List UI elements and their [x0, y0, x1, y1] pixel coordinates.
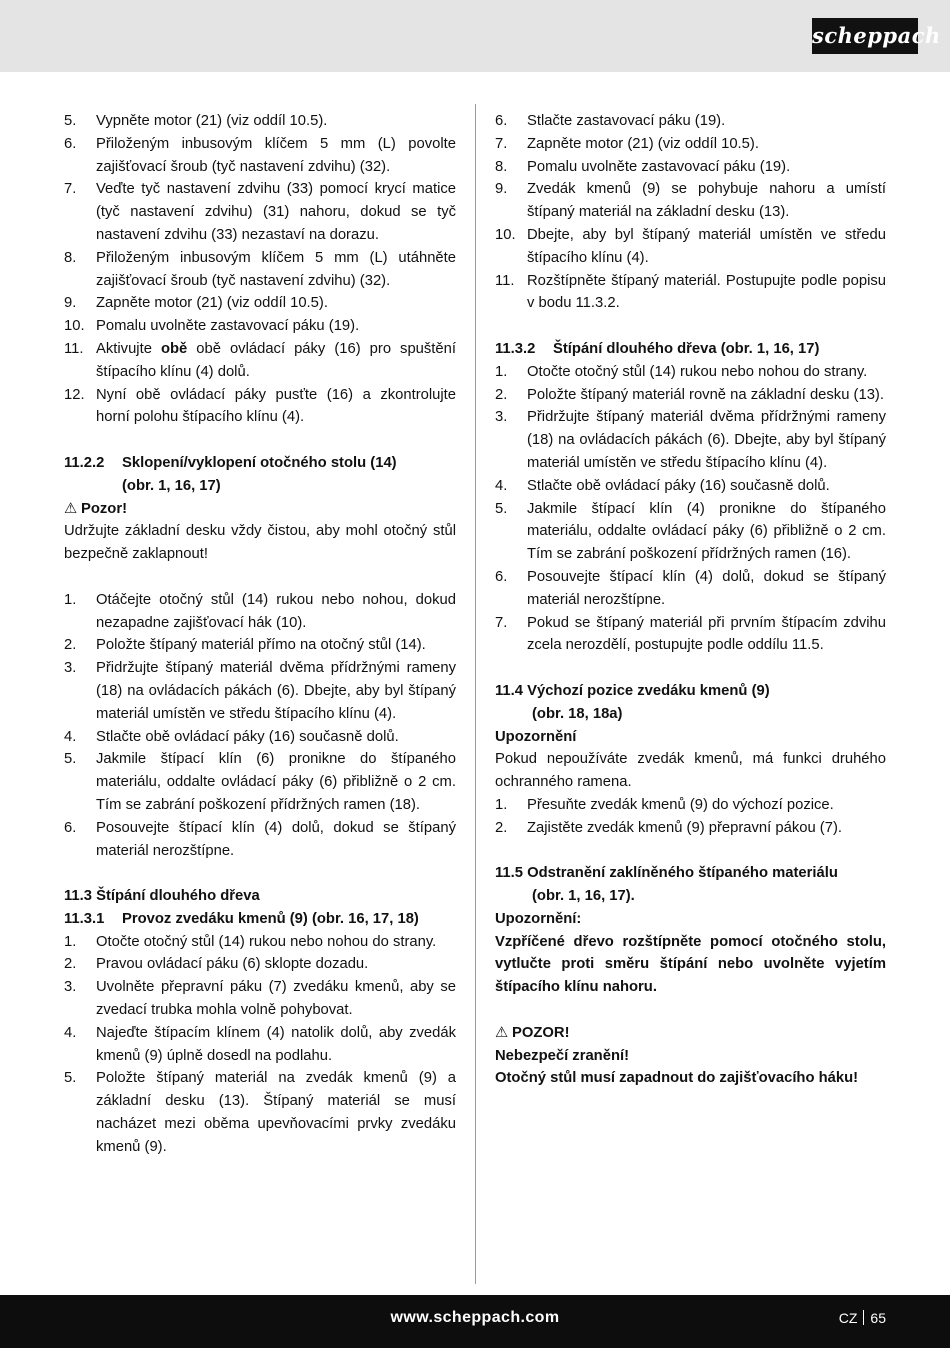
item-text: Položte štípaný materiál rovně na základní desku (13). [527, 386, 884, 403]
item-text: Otáčejte otočný stůl (14) rukou nebo nohou, dokud nezapadne zajišťovací hák (10). [96, 591, 456, 631]
item-text: Zapněte motor (21) (viz oddíl 10.5). [527, 135, 759, 152]
left-column [64, 110, 456, 1159]
item-text: Otočte otočný stůl (14) rukou nebo nohou do strany. [527, 363, 868, 380]
item-number: 6. [495, 568, 508, 585]
item-number: 3. [495, 409, 508, 426]
list-item [64, 178, 456, 246]
item-text: Stlačte zastavovací páku (19). [527, 113, 726, 129]
item-number: 9. [64, 295, 77, 312]
list-item [64, 1022, 456, 1068]
warning-triangle-icon: ⚠ [64, 500, 78, 517]
left-steps-2 [64, 589, 456, 863]
item-number: 1. [495, 796, 508, 813]
header-band [0, 0, 950, 72]
item-number: 1. [64, 591, 77, 608]
item-text: Nyní obě ovládací páky pusťte (16) a zkontrolujte horní polohu štípacího klínu (4). [96, 386, 456, 426]
list-item [64, 315, 456, 338]
section-heading-11-4: 11.4 Výchozí pozice zvedáku kmenů (9) [495, 682, 770, 699]
item-number: 6. [64, 819, 77, 836]
item-number: 6. [64, 135, 77, 152]
list-item [64, 1067, 456, 1158]
section-heading-11-3-1: 11.3.1 Provoz zvedáku kmenů (9) (obr. 16, 17, 18) [64, 910, 419, 927]
list-item [495, 178, 886, 224]
item-number: 8. [495, 158, 508, 175]
item-text: Pokud se štípaný materiál při prvním štípacím zdvihu zcela nerozdělí, postupujte podle oddílu 11.5. [527, 614, 886, 654]
warning-label: ⚠ POZOR! [495, 1022, 886, 1045]
note-text: Pokud nepoužíváte zvedák kmenů, má funkci druhého ochranného ramena. [495, 751, 886, 791]
list-item [64, 110, 456, 133]
item-number: 2. [64, 956, 77, 973]
right-steps-2 [495, 361, 886, 657]
item-text: Posouvejte štípací klín (4) dolů, dokud se štípaný materiál nerozštípne. [96, 819, 456, 859]
item-number: 11. [495, 272, 515, 289]
item-number: 2. [64, 637, 77, 654]
list-item [495, 498, 886, 566]
item-text: Zajistěte zvedák kmenů (9) přepravní pákou (7). [527, 819, 842, 836]
item-text: Uvolněte přepravní páku (7) zvedáku kmenů, aby se zvedací trubka mohla volně pohybovat. [96, 979, 456, 1019]
column-divider [475, 104, 476, 1284]
item-number: 8. [64, 249, 77, 266]
item-text: Jakmile štípací klín (6) pronikne do štípaného materiálu, oddalte ovládací páky (6) přibližně o 2 cm. Tím se zabrání poškození přídržných ramen (18). [96, 751, 456, 813]
list-item [64, 931, 456, 954]
item-number: 7. [64, 181, 77, 198]
item-number: 2. [495, 819, 508, 836]
item-text: Stlačte obě ovládací páky (16) současně dolů. [96, 728, 399, 745]
item-text: Zvedák kmenů (9) se pohybuje nahoru a umístí štípaný materiál na základní desku (13). [527, 181, 886, 221]
list-item [64, 748, 456, 816]
item-number: 10. [64, 318, 85, 335]
warning-triangle-icon: ⚠ [495, 1024, 509, 1041]
note-label: Upozornění: [495, 910, 582, 927]
warning-line: Otočný stůl musí zapadnout do zajišťovacího háku! [495, 1070, 859, 1087]
item-number: 1. [64, 933, 77, 950]
section-heading-11-2-2: 11.2.2 Sklopení/vyklopení otočného stolu (14) [64, 454, 397, 471]
list-item [64, 953, 456, 976]
note-text: Vzpříčené dřevo rozštípněte pomocí otočného stolu, vytlučte proti směru štípání nebo uvolněte vyjetím štípacího klínu nahoru. [495, 933, 886, 996]
item-text: Přidržujte štípaný materiál dvěma přídržnými rameny (18) na ovládacích pákách (6). Dbejte, aby byl štípaný materiál umístěn ve středu štípacího klínu (4). [96, 660, 456, 722]
item-number: 5. [495, 500, 508, 517]
item-number: 6. [495, 113, 508, 129]
item-number: 7. [495, 135, 508, 152]
item-text: Přesuňte zvedák kmenů (9) do výchozí pozice. [527, 796, 834, 813]
item-text: Přiloženým inbusovým klíčem 5 mm (L) utáhněte zajišťovací šroub (tyč nastavení zdvihu) (32). [96, 249, 456, 289]
item-number: 5. [64, 1070, 77, 1087]
item-number: 4. [64, 1024, 77, 1041]
warning-line: Nebezpečí zranění! [495, 1047, 630, 1064]
warning-text: Udržujte základní desku vždy čistou, aby mohl otočný stůl bezpečně zaklapnout! [64, 523, 456, 563]
list-item [64, 338, 456, 384]
item-number: 2. [495, 386, 508, 403]
list-item [64, 589, 456, 635]
right-steps-3 [495, 794, 886, 840]
item-text: Rozštípněte štípaný materiál. Postupujte podle popisu v bodu 11.3.2. [527, 272, 886, 312]
item-text: Vypněte motor (21) (viz oddíl 10.5). [96, 113, 328, 129]
section-heading-11-3-2: 11.3.2 Štípání dlouhého dřeva (obr. 1, 16, 17) [495, 340, 820, 357]
item-text: Aktivujte obě obě ovládací páky (16) pro spuštění štípacího klínu (4) dolů. [96, 340, 456, 380]
item-number: 9. [495, 181, 508, 198]
item-text: Přidržujte štípaný materiál dvěma přídržnými rameny (18) na ovládacích pákách (6). Dbejte, aby byl štípaný materiál umístěn ve středu štípacího klínu (4). [527, 409, 886, 471]
item-text: Položte štípaný materiál přímo na otočný stůl (14). [96, 637, 426, 654]
list-item [495, 224, 886, 270]
list-item [64, 247, 456, 293]
item-number: 5. [64, 751, 77, 768]
footer-page-number: CZ 65 [838, 1310, 886, 1326]
list-item [495, 270, 886, 316]
item-number: 4. [495, 477, 508, 494]
right-steps-1 [495, 110, 886, 315]
list-item [64, 817, 456, 863]
list-item [495, 475, 886, 498]
item-text: Najeďte štípacím klínem (4) natolik dolů, aby zvedák kmenů (9) úplně dosedl na podlahu. [96, 1024, 456, 1064]
list-item [64, 634, 456, 657]
item-text: Stlačte obě ovládací páky (16) současně dolů. [527, 477, 830, 494]
list-item [495, 384, 886, 407]
item-number: 1. [495, 363, 508, 380]
left-steps-1 [64, 110, 456, 338]
list-item [64, 726, 456, 749]
item-number: 10. [495, 226, 516, 243]
item-number: 11. [64, 340, 84, 357]
item-text: Pravou ovládací páku (6) sklopte dozadu. [96, 956, 369, 973]
item-number: 3. [64, 979, 77, 996]
warning-label: ⚠ Pozor! [64, 498, 456, 521]
list-item [495, 361, 886, 384]
list-item [64, 657, 456, 725]
list-item [64, 976, 456, 1022]
section-heading-subtitle: (obr. 1, 16, 17). [532, 888, 635, 905]
item-number: 5. [64, 113, 77, 129]
footer-website-link[interactable]: www.scheppach.com [390, 1309, 560, 1326]
note-label: Upozornění [495, 728, 577, 745]
item-text: Přiloženým inbusovým klíčem 5 mm (L) povolte zajišťovací šroub (tyč nastavení zdvihu) (32). [96, 135, 456, 175]
item-text: Jakmile štípací klín (4) pronikne do štípaného materiálu, oddalte ovládací páky (6) přibližně o 2 cm. Tím se zabrání poškození přídržných ramen (16). [527, 500, 886, 563]
list-item [495, 612, 886, 658]
item-text: Pomalu uvolněte zastavovací páku (19). [96, 318, 360, 335]
list-item [495, 406, 886, 474]
item-text: Otočte otočný stůl (14) rukou nebo nohou do strany. [96, 933, 437, 950]
list-item [64, 133, 456, 179]
brand-logo: scheppach [812, 18, 918, 54]
list-item [495, 133, 886, 156]
item-text: Posouvejte štípací klín (4) dolů, dokud se štípaný materiál nerozštípne. [527, 568, 886, 608]
item-number: 7. [495, 614, 508, 631]
item-number: 12. [64, 386, 85, 403]
item-number: 4. [64, 728, 77, 745]
item-text: Položte štípaný materiál na zvedák kmenů (9) a základní desku (13). Štípaný materiál se musí nacházet mezi oběma upevňovacími prvky zvedáku kmenů (9). [96, 1070, 456, 1155]
list-item [495, 817, 886, 840]
section-heading-subtitle: (obr. 18, 18a) [532, 705, 623, 722]
list-item [495, 156, 886, 179]
section-heading-subtitle: (obr. 1, 16, 17) [122, 477, 221, 494]
item-text: Dbejte, aby byl štípaný materiál umístěn ve středu štípacího klínu (4). [527, 226, 886, 266]
section-heading-11-3: 11.3 Štípání dlouhého dřeva [64, 888, 260, 905]
item-text: Pomalu uvolněte zastavovací páku (19). [527, 158, 791, 175]
left-steps-3 [64, 931, 456, 1159]
list-item [495, 110, 886, 133]
list-item [495, 566, 886, 612]
item-text: Veďte tyč nastavení zdvihu (33) pomocí krycí matice (tyč nastavení zdvihu) (31) nahoru, dokud se tyč nastavení zdvihu (33) nezastaví na dorazu. [96, 181, 456, 243]
list-item [495, 794, 886, 817]
list-item [64, 292, 456, 315]
list-item [64, 384, 456, 430]
item-text: Zapněte motor (21) (viz oddíl 10.5). [96, 295, 328, 312]
right-column [495, 110, 886, 1090]
item-number: 3. [64, 660, 77, 677]
section-heading-11-5: 11.5 Odstranění zaklíněného štípaného materiálu [495, 865, 838, 882]
